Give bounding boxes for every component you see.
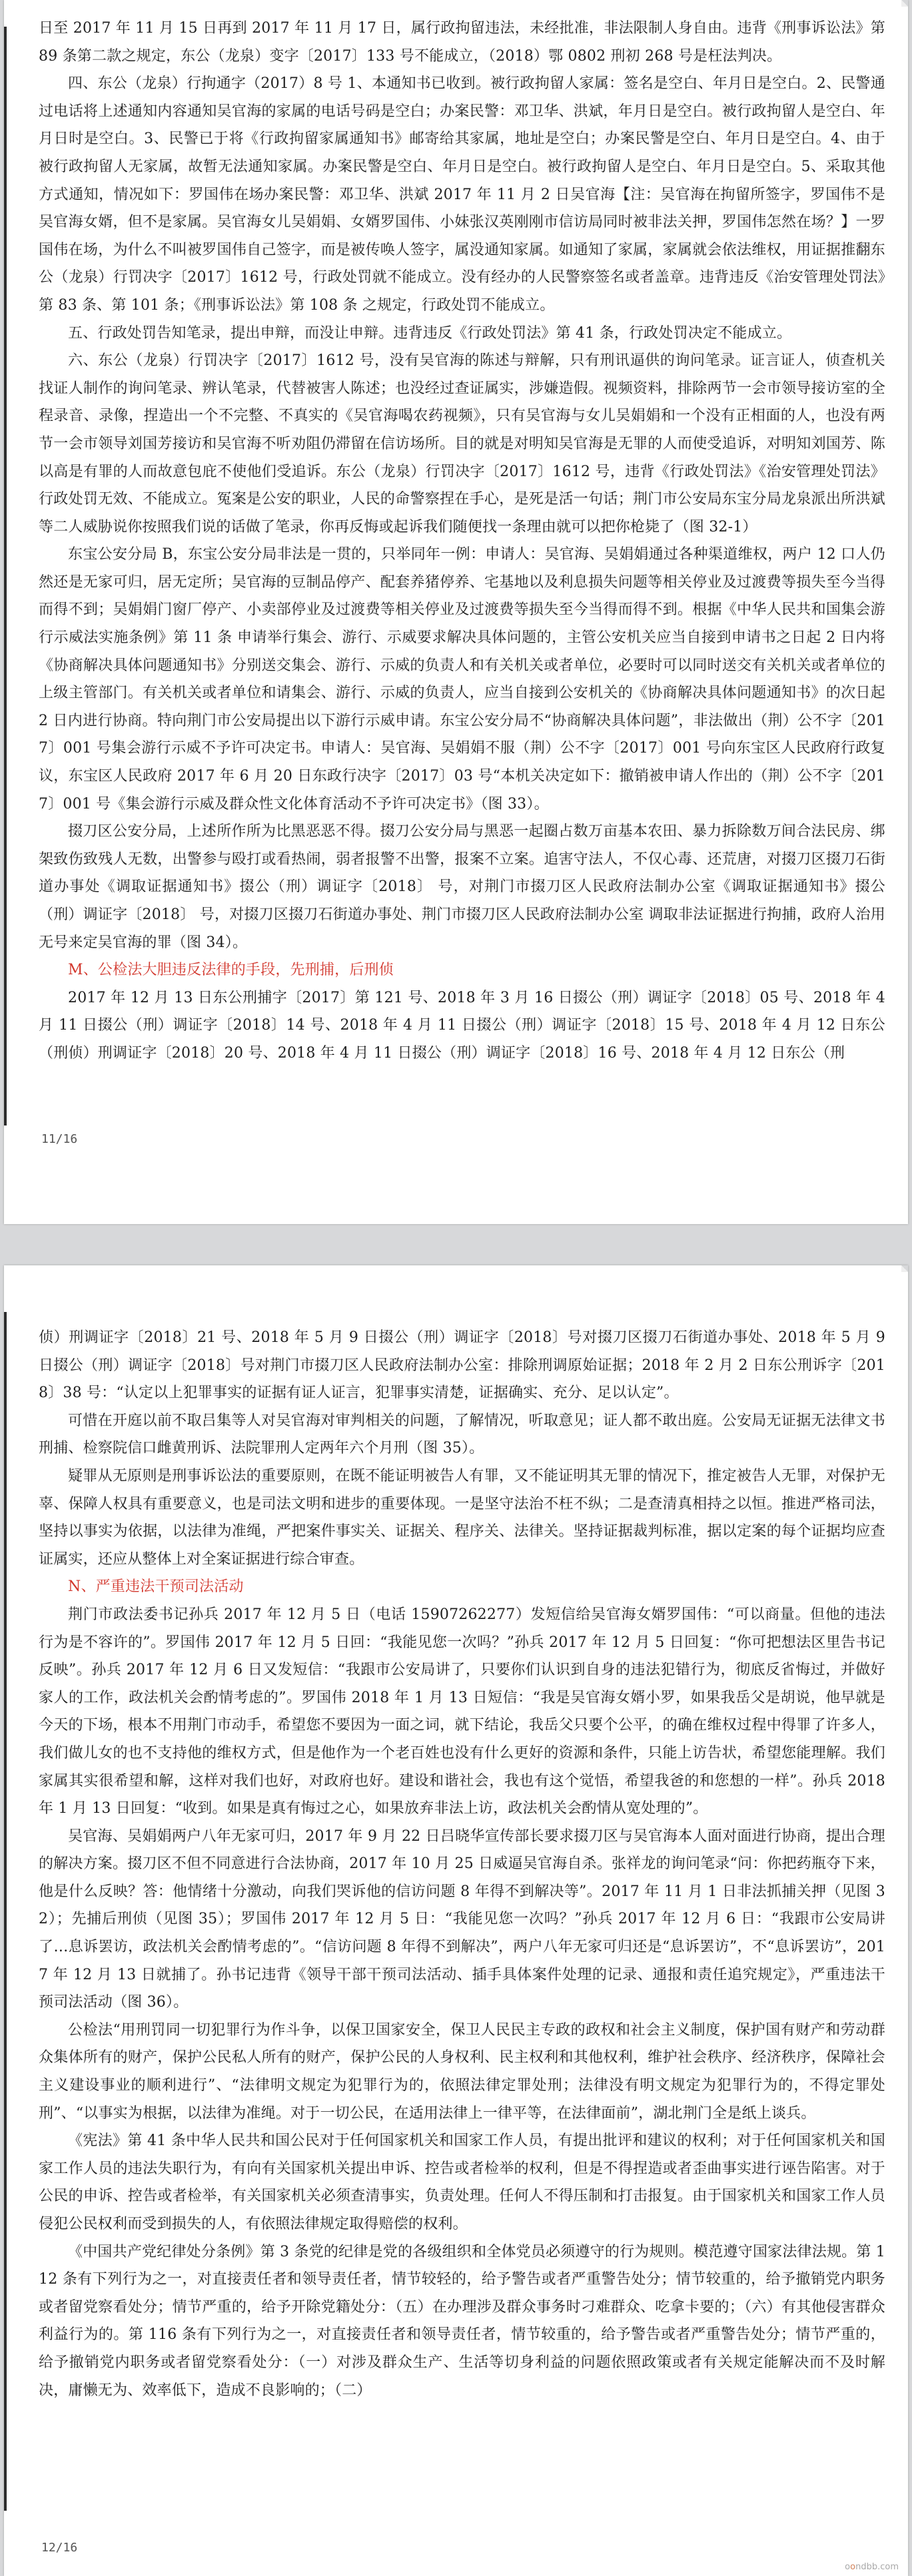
page-edge-mark xyxy=(4,27,7,1126)
watermark-dot: o xyxy=(850,2562,856,2572)
page-corner xyxy=(901,0,908,7)
paragraph: 可惜在开庭以前不取吕集等人对吴官海对审判相关的问题，了解情况，听取意见；证人都不敢出庭。公安局无证据无法律文书刑捕、检察院信口雌黄刑诉、法院罪刑人定两年六个月刑（图 35）。 xyxy=(39,1412,885,1457)
section-heading: N、严重违法干预司法活动 xyxy=(68,1578,244,1596)
paragraph: 《中国共产党纪律处分条例》第 3 条党的纪律是党的各级组织和全体党员必须遵守的行为规则。模范遵守国家法律法规。第 112 条有下列行为之一，对直接责任者和领导责任者，情节较轻的，给予警告或者严重警告处分；情节较重的，给予撤销党内职务或者留党察看处分；情节严重的，给予开除党籍处分：（五）在办理涉及群众事务时刁难群众、吃拿卡要的；（六）有其他侵害群众利益行为的。第 116 条有下列行为之一，对直接责任者和领导责任者，情节较重的，给予警告或者严重警告处分；情节严重的，给予撤销党内职务或者留党察看处分：（一）对涉及群众生产、生活等切身利益的问题依照政策或者有关规定能解决而不及时解决，庸懒无为、效率低下，造成不良影响的；（二） xyxy=(39,2243,885,2399)
paragraph: 疑罪从无原则是刑事诉讼法的重要原则，在既不能证明被告人有罪，又不能证明其无罪的情况下，推定被告人无罪，对保护无辜、保障人权具有重要意义，也是司法文明和进步的重要体现。一是坚守法治不枉不纵；二是查清真相持之以恒。推进严格司法，坚持以事实为依据，以法律为准绳，严把案件事实关、证据关、程序关、法律关。坚持证据裁判标准，据以定案的每个证据均应查证属实，还应从整体上对全案证据进行综合审查。 xyxy=(39,1467,885,1568)
watermark-prefix: o xyxy=(845,2562,851,2572)
section-heading: M、公检法大胆违反法律的手段，先刑捕，后刑侦 xyxy=(68,962,394,979)
paragraph: 五、行政处罚告知笔录，提出申辩，而没让申辩。违背违反《行政处罚法》第 41 条，行政处罚决定不能成立。 xyxy=(68,324,792,342)
paragraph: 侦）刑调证字〔2018〕21 号、2018 年 5 月 9 日掇公（刑）调证字〔2018〕号对掇刀区掇刀石街道办事处、2018 年 5 月 9 日掇公（刑）调证字〔2018〕号对荆门市掇刀区人民政府法制办公室：排除刑调原始证据；2018 年 2 月 2 日东公刑诉字〔2018〕38 号：“认定以上犯罪事实的证据有证人证言，犯罪事实清楚，证据确实、充分、足以认定”。 xyxy=(39,1329,885,1402)
paragraph: 公检法“用刑罚同一切犯罪行为作斗争，以保卫国家安全，保卫人民民主专政的政权和社会主义制度，保护国有财产和劳动群众集体所有的财产，保护公民私人所有的财产，保护公民的人身权利、民主权利和其他权利，维护社会秩序、经济秩序，保障社会主义建设事业的顺利进行”、“法律明文规定为犯罪行为的，依照法律定罪处刑；法律没有明文规定为犯罪行为的，不得定罪处刑”、“以事实为根据，以法律为准绳。对于一切公民，在适用法律上一律平等，在法律面前”，湖北荆门全是纸上谈兵。 xyxy=(39,2021,885,2122)
paragraph: 东宝公安分局 B，东宝公安分局非法是一贯的，只举同年一例：申请人：吴官海、吴娟娟通过各种渠道维权，两户 12 口人仍然还是无家可归，居无定所；吴官海的豆制品停产、配套养猪停养、宅基地以及利息损失问题等相关停业及过渡费等损失至今当得而得不到；吴娟娟门窗厂停产、小卖部停业及过渡费等相关停业及过渡费等损失至今当得而得不到。根据《中华人民共和国集会游行示威法实施条例》第 11 条 申请举行集会、游行、示威要求解决具体问题的，主管公安机关应当自接到申请书之日起 2 日内将《协商解决具体问题通知书》分别送交集会、游行、示威的负责人和有关机关或者单位，必要时可以同时送交有关机关或者单位的上级主管部门。有关机关或者单位和请集会、游行、示威的负责人，应当自接到公安机关的《协商解决具体问题通知书》的次日起 2 日内进行协商。特向荆门市公安局提出以下游行示威申请。东宝公安分局不“协商解决具体问题”，非法做出（荆）公不字〔2017〕001 号集会游行示威不予许可决定书。申请人：吴官海、吴娟娟不服（荆）公不字〔2017〕001 号向东宝区人民政府行政复议，东宝区人民政府 2017 年 6 月 20 日东政行决字〔2017〕03 号“本机关决定如下：撤销被申请人作出的（荆）公不字〔2017〕001 号《集会游行示威及群众性文化体育活动不予许可决定书》（图 33）。 xyxy=(39,546,885,812)
paragraph: 六、东公（龙泉）行罚决字〔2017〕1612 号，没有吴官海的陈述与辩解，只有刑讯逼供的询问笔录。证言证人，侦查机关找证人制作的询问笔录、辨认笔录，代替被害人陈述；也没经过查证属实，涉嫌造假。视频资料，排除两节一会市领导接访室的全程录音、录像，捏造出一个不完整、不真实的《吴官海喝农药视频》，只有吴官海与女儿吴娟娟和一个没有正相面的人，也没有两节一会市领导刘国芳接访和吴官海不听劝阻仍滞留在信访场所。目的就是对明知吴官海是无罪的人而使受追诉，对明知刘国芳、陈以高是有罪的人而故意包庇不使他们受追诉。东公（龙泉）行罚决字〔2017〕1612 号，违背《行政处罚法》《治安管理处罚法》行政处罚无效、不能成立。冤案是公安的职业，人民的命警察捏在手心，是死是活一句话；荆门市公安局东宝分局龙泉派出所洪斌等二人威胁说你按照我们说的话做了笔录，你再反悔或起诉我们随便找一条理由就可以把你枪毙了（图 32-1） xyxy=(39,352,885,535)
watermark-suffix: ndbb.com xyxy=(855,2562,899,2572)
page-edge-mark xyxy=(4,1312,7,2511)
paragraph: 荆门市政法委书记孙兵 2017 年 12 月 5 日（电话 15907262277）发短信给吴官海女婿罗国伟：“可以商量。但他的违法行为是不容许的”。罗国伟 2017 年 12 月 5 日回：“我能见您一次吗？”孙兵 2017 年 12 月 5 日回复：“你可把想法区里告书记反映”。孙兵 2017 年 12 月 6 日又发短信：“我跟市公安局讲了，只要你们认识到自身的违法犯错行为，彻底反省悔过，并做好家人的工作，政法机关会酌情考虑的”。罗国伟 2018 年 1 月 13 日短信：“我是吴官海女婿小罗，如果我岳父是胡说，他早就是今天的下场，根本不用荆门市动手，希望您不要因为一面之词，就下结论，我岳父只要个公平，的确在维权过程中得罪了许多人，我们做儿女的也不支持他的维权方式，但是他作为一个老百姓也没有什么更好的资源和条件，只能上访告状，希望您能理解。我们家属其实很希望和解，这样对我们也好，对政府也好。建设和谐社会，我也有这个觉悟，希望我爸的和您想的一样”。孙兵 2018 年 1 月 13 日回复：“收到。如果是真有悔过之心，如果放弃非法上访，政法机关会酌情从宽处理的”。 xyxy=(39,1606,885,1817)
paragraph: 《宪法》第 41 条中华人民共和国公民对于任何国家机关和国家工作人员，有提出批评和建议的权利；对于任何国家机关和国家工作人员的违法失职行为，有向有关国家机关提出申诉、控告或者检举的权利，但是不得捏造或者歪曲事实进行诬告陷害。对于公民的申诉、控告或者检举，有关国家机关必须查清事实，负责处理。任何人不得压制和打击报复。由于国家机关和国家工作人员侵犯公民权利而受到损失的人，有依照法律规定取得赔偿的权利。 xyxy=(39,2132,885,2232)
document-page-1 xyxy=(4,0,908,1224)
document-page-2 xyxy=(4,1265,908,2576)
paragraph: 四、东公（龙泉）行拘通字（2017）8 号 1、本通知书已收到。被行政拘留人家属：签名是空白、年月日是空白。2、民警通过电话将上述通知内容通知吴官海的家属的电话号码是空白；办案民警：邓卫华、洪斌，年月日是空白。被行政拘留人是空白、年月日时是空白。3、民警已于将《行政拘留家属通知书》邮寄给其家属，地址是空白；办案民警是空白、年月日是空白。4、由于被行政拘留人无家属，故暂无法通知家属。办案民警是空白、年月日是空白。被行政拘留人是空白、年月日是空白。5、采取其他方式通知，情况如下：罗国伟在场办案民警：邓卫华、洪斌 2017 年 11 月 2 日吴官海【注：吴官海在拘留所签字，罗国伟不是吴官海女婿，但不是家属。吴官海女儿吴娟娟、女婿罗国伟、小妹张汉英刚刚市信访局同时被非法关押，罗国伟怎然在场？】一罗国伟在场，为什么不叫被罗国伟自己签字，而是被传唤人签字，属没通知家属。如通知了家属，家属就会依法维权，用证据推翻东公（龙泉）行罚决字〔2017〕1612 号，行政处罚就不能成立。没有经办的人民警察签名或者盖章。违背违反《治安管理处罚法》第 83 条、第 101 条；《刑事诉讼法》第 108 条 之规定，行政处罚不能成立。 xyxy=(39,75,885,314)
page-number: 12/16 xyxy=(41,2541,78,2555)
page-corner xyxy=(901,1265,908,1272)
page-1-body xyxy=(39,15,885,1068)
paragraph: 掇刀区公安分局，上述所作所为比黑恶恶不得。掇刀公安分局与黑恶一起圈占数万亩基本农田、暴力拆除数万间合法民房、绑架致伤致残人无数，出警参与殴打或看热闹，弱者报警不出警，报案不立案。追害守法人，不仅心毒、还荒唐，对掇刀区掇刀石街道办事处《调取证据通知书》掇公（刑）调证字〔2018〕 号，对荆门市掇刀区人民政府法制办公室《调取证据通知书》掇公（刑）调证字〔2018〕 号，对掇刀区掇刀石街道办事处、荆门市掇刀区人民政府法制办公室 调取非法证据进行拘捕，政府人治用无号来定吴官海的罪（图 34）。 xyxy=(39,823,885,951)
paragraph: 日至 2017 年 11 月 15 日再到 2017 年 11 月 17 日，属行政拘留违法，未经批准，非法限制人身自由。违背《刑事诉讼法》第 89 条第二款之规定，东公（龙泉）变字〔2017〕133 号不能成立，（2018）鄂 0802 刑初 268 号是枉法判决。 xyxy=(39,20,885,65)
paragraph: 2017 年 12 月 13 日东公刑捕字〔2017〕第 121 号、2018 年 3 月 16 日掇公（刑）调证字〔2018〕05 号、2018 年 4 月 11 日掇公（刑）调证字〔2018〕14 号、2018 年 4 月 11 日掇公（刑）调证字〔2018〕15 号、2018 年 4 月 12 日东公（刑侦）刑调证字〔2018〕20 号、2018 年 4 月 11 日掇公（刑）调证字〔2018〕16 号、2018 年 4 月 12 日东公（刑 xyxy=(39,989,885,1062)
site-watermark xyxy=(845,2562,899,2572)
page-number: 11/16 xyxy=(41,1132,78,1146)
page-2-body xyxy=(39,1324,885,2404)
paragraph: 吴官海、吴娟娟两户八年无家可归，2017 年 9 月 22 日吕晓华宣传部长要求掇刀区与吴官海本人面对面进行协商，提出合理的解决方案。掇刀区不但不同意进行合法协商，2017 年 10 月 25 日威逼吴官海自杀。张祥龙的询问笔录“问：你把药瓶夺下来，他是什么反映？答：他情绪十分激动，向我们哭诉他的信访问题 8 年得不到解决等”。2017 年 11 月 1 日非法抓捕关押（见图 32）；先捕后刑侦（见图 35）；罗国伟 2017 年 12 月 5 日：“我能见您一次吗？”孙兵 2017 年 12 月 6 日：“我跟市公安局讲了…息诉罢访，政法机关会酌情考虑的”。“信访问题 8 年得不到解决”，两户八年无家可归还是“息诉罢访”，不“息诉罢访”，2017 年 12 月 13 日就捕了。孙书记违背《领导干部干预司法活动、插手具体案件处理的记录、通报和责任追究规定》，严重违法干预司法活动（图 36）。 xyxy=(39,1827,885,2011)
